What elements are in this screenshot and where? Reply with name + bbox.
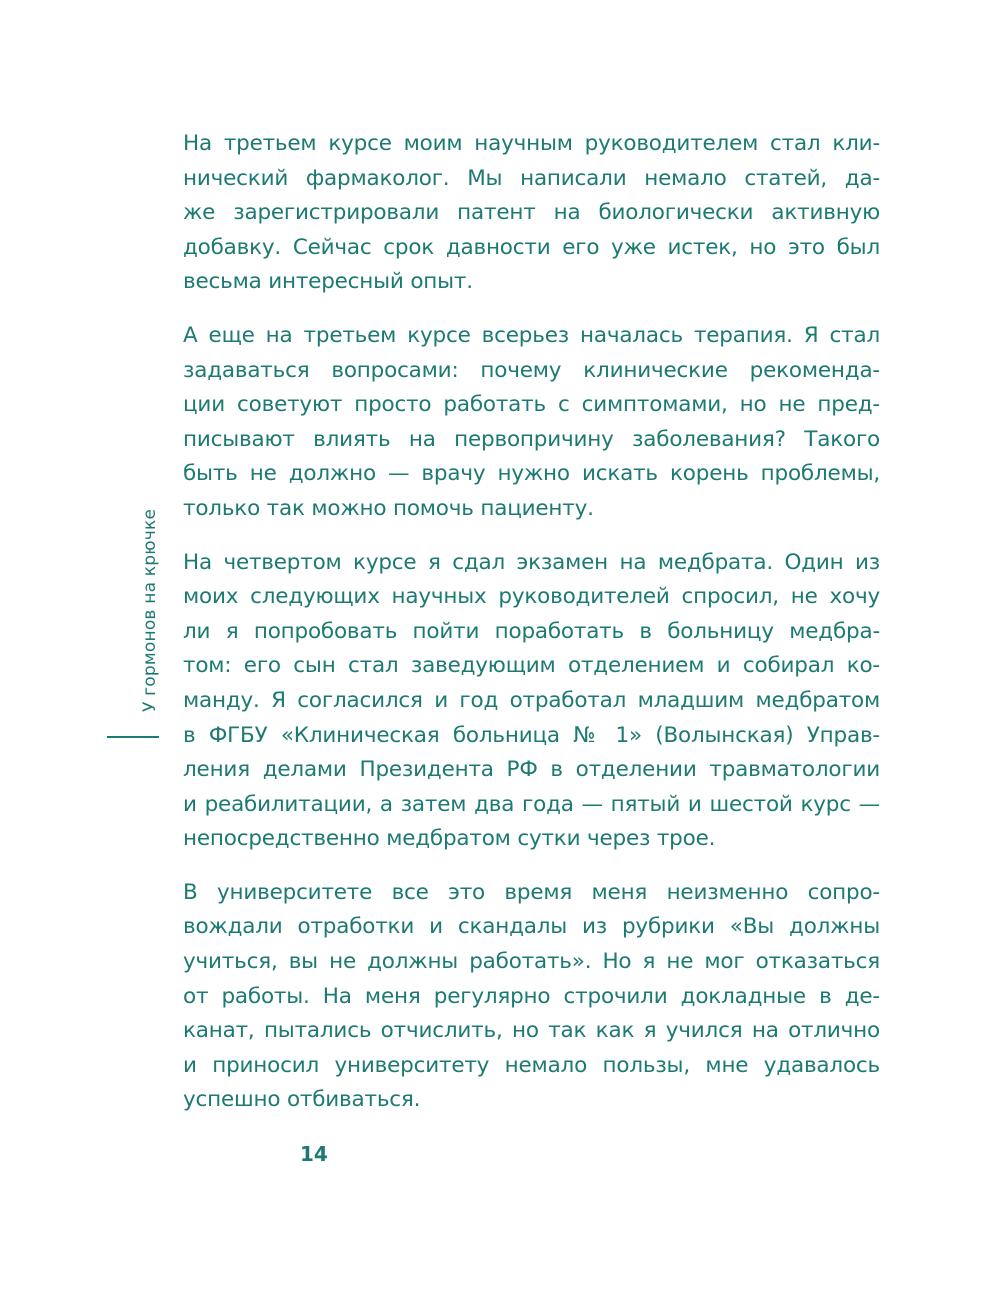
text-line: том: его сын стал заведующим отделением и собирал ко- <box>183 653 880 679</box>
text-line: учиться, вы не должны работать». Но я не мог отказаться <box>183 949 880 975</box>
text-line: моих следующих научных руководителей спросил, не хочу <box>183 584 880 610</box>
text-line: ления делами Президента РФ в отделении травматологии <box>183 757 880 783</box>
text-line: и реабилитации, а затем два года — пятый и шестой курс — <box>183 791 880 817</box>
running-head: У гормонов на крючке <box>140 508 160 712</box>
text-line: только так можно помочь пациенту. <box>183 495 594 521</box>
paragraph <box>183 546 880 857</box>
text-line: канат, пытались отчислить, но так как я учился на отлично <box>183 1018 880 1044</box>
text-line: ли я попробовать пойти поработать в больницу медбра- <box>183 618 880 644</box>
text-line: весьма интересный опыт. <box>183 269 473 295</box>
text-line: На третьем курсе моим научным руководителем стал кли- <box>183 131 880 156</box>
text-line: В университете все это время меня неизменно сопро- <box>183 879 880 905</box>
text-line: от работы. На меня регулярно строчили докладные в де- <box>183 983 880 1009</box>
text-line: добавку. Сейчас срок давности его уже истек, но это был <box>183 234 880 260</box>
text-line: быть не должно — врачу нужно искать корень проблемы, <box>183 461 880 487</box>
text-line: На четвертом курсе я сдал экзамен на медбрата. Один из <box>183 549 880 575</box>
text-line: писывают влиять на первопричину заболевания? Такого <box>183 426 880 452</box>
text-line: успешно отбиваться. <box>183 1087 421 1113</box>
text-line: непосредственно медбратом сутки через трое. <box>183 826 716 852</box>
body-text <box>183 127 880 1137</box>
text-line: задаваться вопросами: почему клинические рекоменда- <box>183 357 880 383</box>
text-line: А еще на третьем курсе всерьез началась терапия. Я стал <box>183 322 880 348</box>
text-line: в ФГБУ «Клиническая больница № 1» (Волынская) Управ- <box>183 722 880 748</box>
paragraph <box>183 127 880 300</box>
running-head-rule <box>107 736 159 738</box>
text-line: и приносил университету немало пользы, мне удавалось <box>183 1052 880 1078</box>
text-line: вождали отработки и скандалы из рубрики «Вы должны <box>183 914 880 940</box>
text-line: ции советуют просто работать с симптомами, но не пред- <box>183 392 880 418</box>
paragraph <box>183 876 880 1118</box>
text-line: манду. Я согласился и год отработал младшим медбратом <box>183 687 880 713</box>
text-line: нический фармаколог. Мы написали немало статей, да- <box>183 165 880 191</box>
text-line: же зарегистрировали патент на биологически активную <box>183 200 880 226</box>
page-number: 14 <box>300 1142 328 1166</box>
paragraph <box>183 319 880 527</box>
